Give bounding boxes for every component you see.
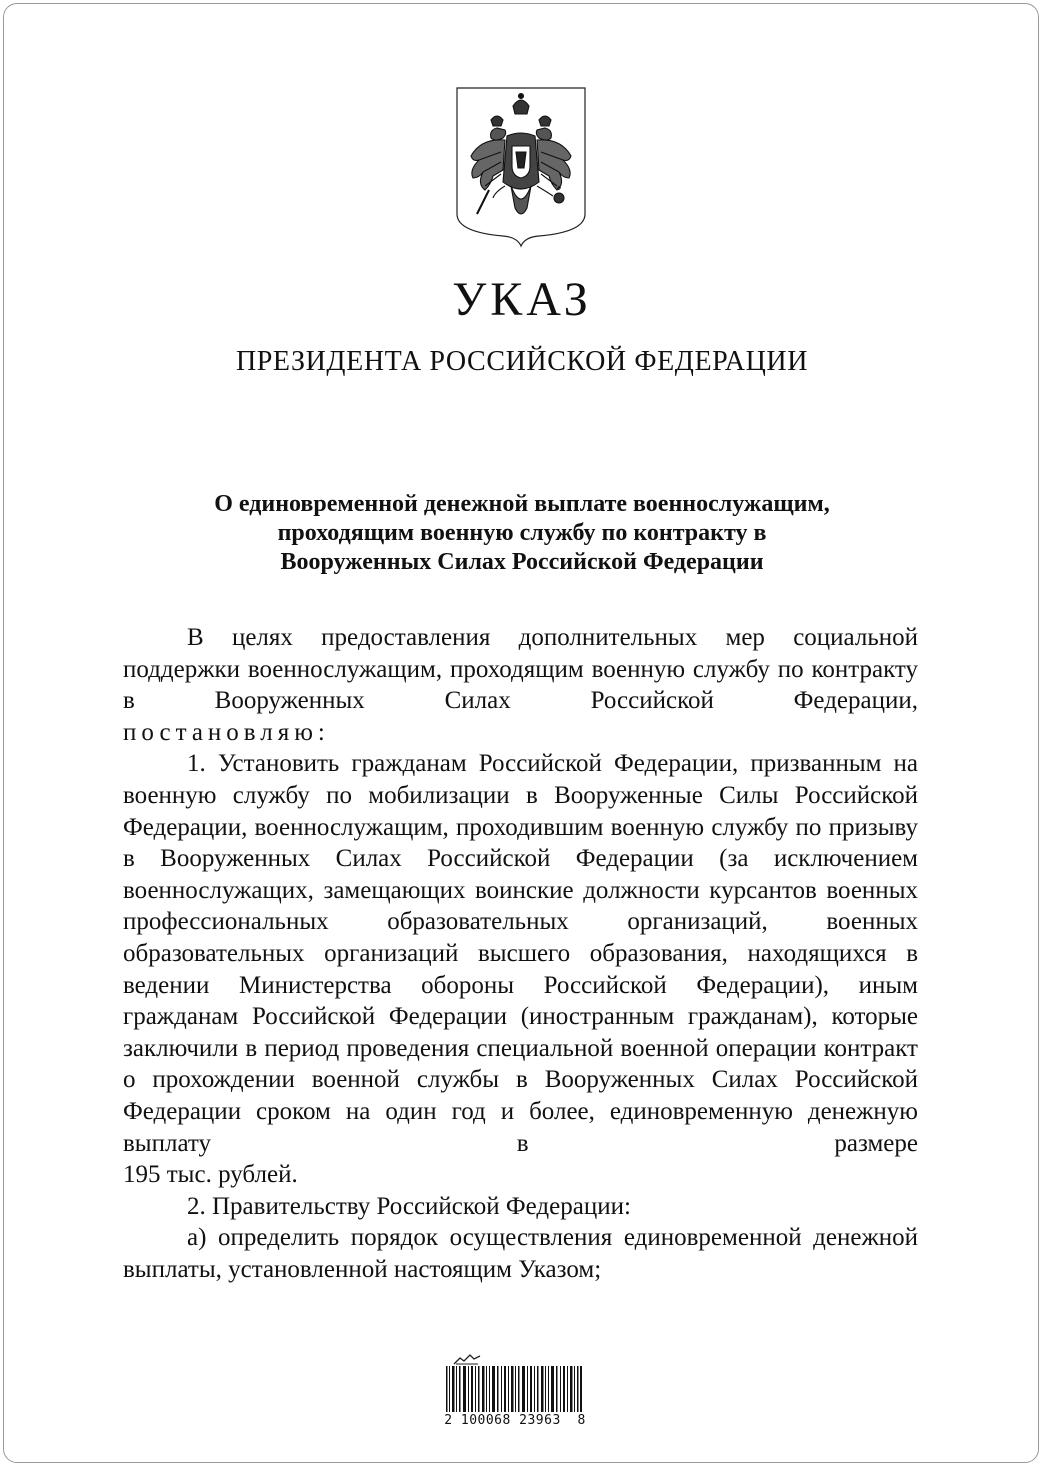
printer-mark-icon [452,1352,482,1366]
document-body [123,622,918,1285]
heading-line: Вооруженных Силах Российской Федерации [280,549,764,575]
heading-line: проходящим военную службу по контракту в [277,520,767,546]
barcode-block [440,1352,590,1436]
document-title: УКАЗ [452,273,592,326]
document-heading [0,490,1044,577]
item-1-paragraph: 1. Установить гражданам Российской Федерации, призванным на военную службу по мобилизации в Вооруженные Силы Российской Федерации, военнослужащим, проходившим военную службу по призыву в Вооруженных Силах Российской Федерации (за исключением военнослужащих, замещающих воинские должности курсантов военных профессиональных образовательных организаций, военных образовательных организаций высшего образования, находящихся в ведении Министерства обороны Российской Федерации), иным гражданам Российской Федерации (иностранным гражданам), которые заключили в период проведения специальной военной операции контракт о прохождении военной службы в Вооруженных Силах Российской Федерации сроком на один год и более, единовременную денежную выплату в размере [123,750,918,1157]
heading-line: О единовременной денежной выплате военнослужащим, [214,491,830,517]
preamble-paragraph: В целях предоставления дополнительных мер социальной поддержки военнослужащим, проходящим военную службу по контракту в Вооруженных Силах Российской Федерации, [123,624,918,715]
item-1-ending: 195 тыс. рублей. [123,1161,298,1189]
coat-of-arms-icon [455,86,587,248]
resolution-word: постановляю: [123,718,330,746]
document-subtitle: ПРЕЗИДЕНТА РОССИЙСКОЙ ФЕДЕРАЦИИ [235,346,809,377]
barcode-icon [446,1366,582,1412]
barcode-number: 2 100068 23963 8 [444,1413,586,1428]
item-2a-paragraph: а) определить порядок осуществления единовременной денежной выплаты, установленной настоящим Указом; [123,1224,918,1283]
item-2-paragraph: 2. Правительству Российской Федерации: [187,1192,631,1220]
